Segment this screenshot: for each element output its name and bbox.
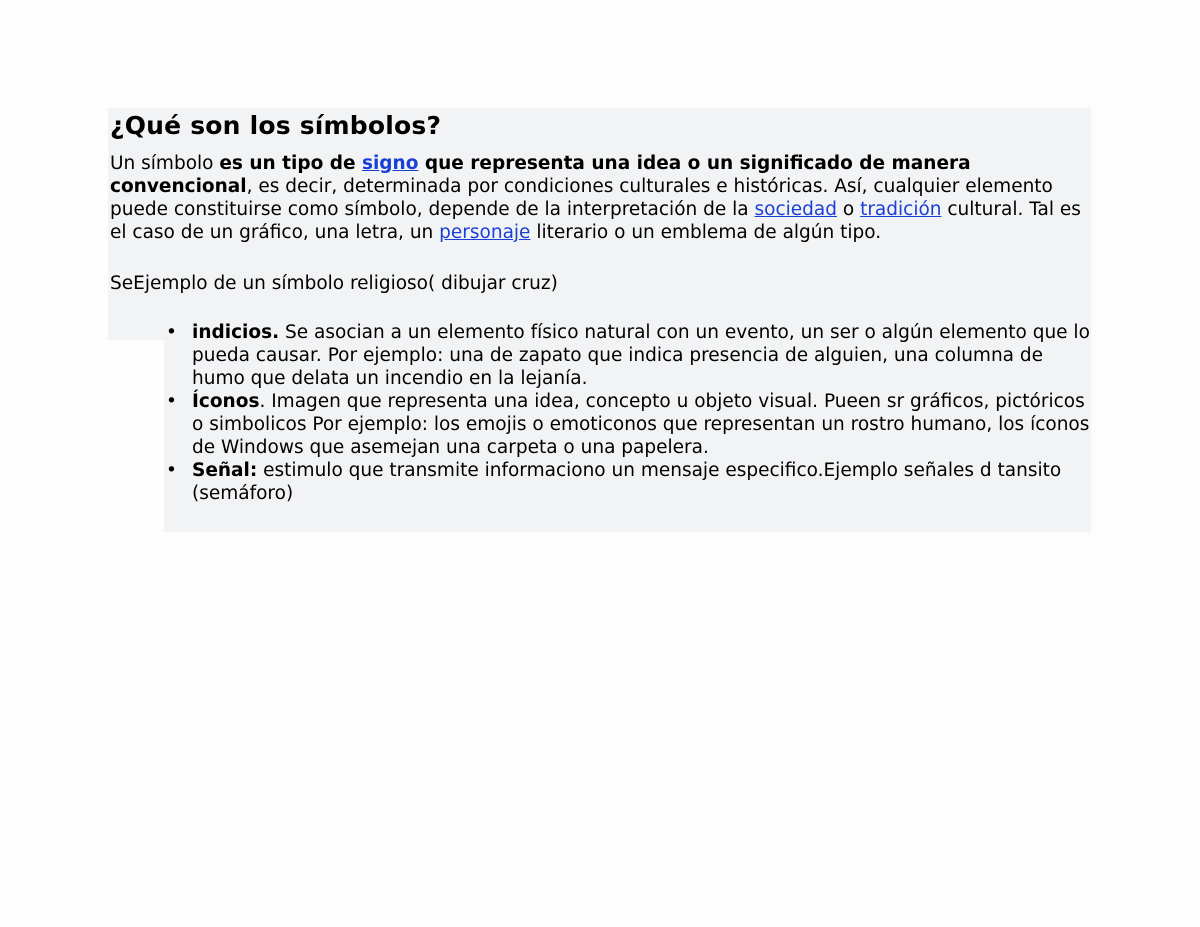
list-item-term: indicios. bbox=[192, 322, 280, 343]
list-item-text: . Imagen que representa una idea, concepto u objeto visual. Pueen sr gráficos, pictóricos o simbolicos Por ejemplo: los emojis o emoticonos que representan un rostro humano, los íconos de Windows que asemejan una carpeta o una papelera. bbox=[192, 391, 1090, 458]
symbol-types-list bbox=[110, 321, 1090, 505]
intro-text-2: , es decir, determinada por condiciones culturales e históricas. Así, cualquier elemento puede constituirse como símbolo, depende de la interpretación de la bbox=[110, 176, 1053, 220]
link-tradicion[interactable]: tradición bbox=[860, 199, 942, 220]
intro-text-5: literario o un emblema de algún tipo. bbox=[530, 222, 882, 243]
intro-text-1: Un símbolo bbox=[110, 153, 220, 174]
bullet-icon: • bbox=[166, 460, 177, 481]
list-item-iconos bbox=[166, 390, 1090, 459]
list-item-indicios bbox=[166, 321, 1090, 390]
bullet-icon: • bbox=[166, 322, 177, 343]
list-item-term: Señal: bbox=[192, 460, 258, 481]
link-personaje[interactable]: personaje bbox=[439, 222, 531, 243]
example-line: SeEjemplo de un símbolo religioso( dibujar cruz) bbox=[110, 273, 558, 294]
intro-text-4: cultural. Tal es el caso de un gráfico, una letra, un bbox=[110, 199, 1081, 243]
list-item-senal bbox=[166, 459, 1090, 505]
list-item-term: Íconos bbox=[192, 391, 260, 412]
intro-paragraph bbox=[110, 152, 1090, 244]
document-title: ¿Qué son los símbolos? bbox=[110, 111, 442, 140]
list-item-text: estimulo que transmite informaciono un mensaje especifico.Ejemplo señales d tansito (semáforo) bbox=[192, 460, 1062, 504]
intro-text-3: o bbox=[836, 199, 861, 220]
link-sociedad[interactable]: sociedad bbox=[754, 199, 837, 220]
intro-bold-1: es un tipo de bbox=[219, 153, 362, 174]
list-item-text: Se asocian a un elemento físico natural con un evento, un ser o algún elemento que lo pueda causar. Por ejemplo: una de zapato que indica presencia de alguien, una columna de humo que delata un incendio en la lejanía. bbox=[192, 322, 1090, 389]
bullet-icon: • bbox=[166, 391, 177, 412]
document-body bbox=[110, 108, 1090, 505]
intro-bold-2: que representa una idea o un significado de manera convencional bbox=[110, 153, 971, 197]
link-signo[interactable]: signo bbox=[361, 153, 419, 174]
